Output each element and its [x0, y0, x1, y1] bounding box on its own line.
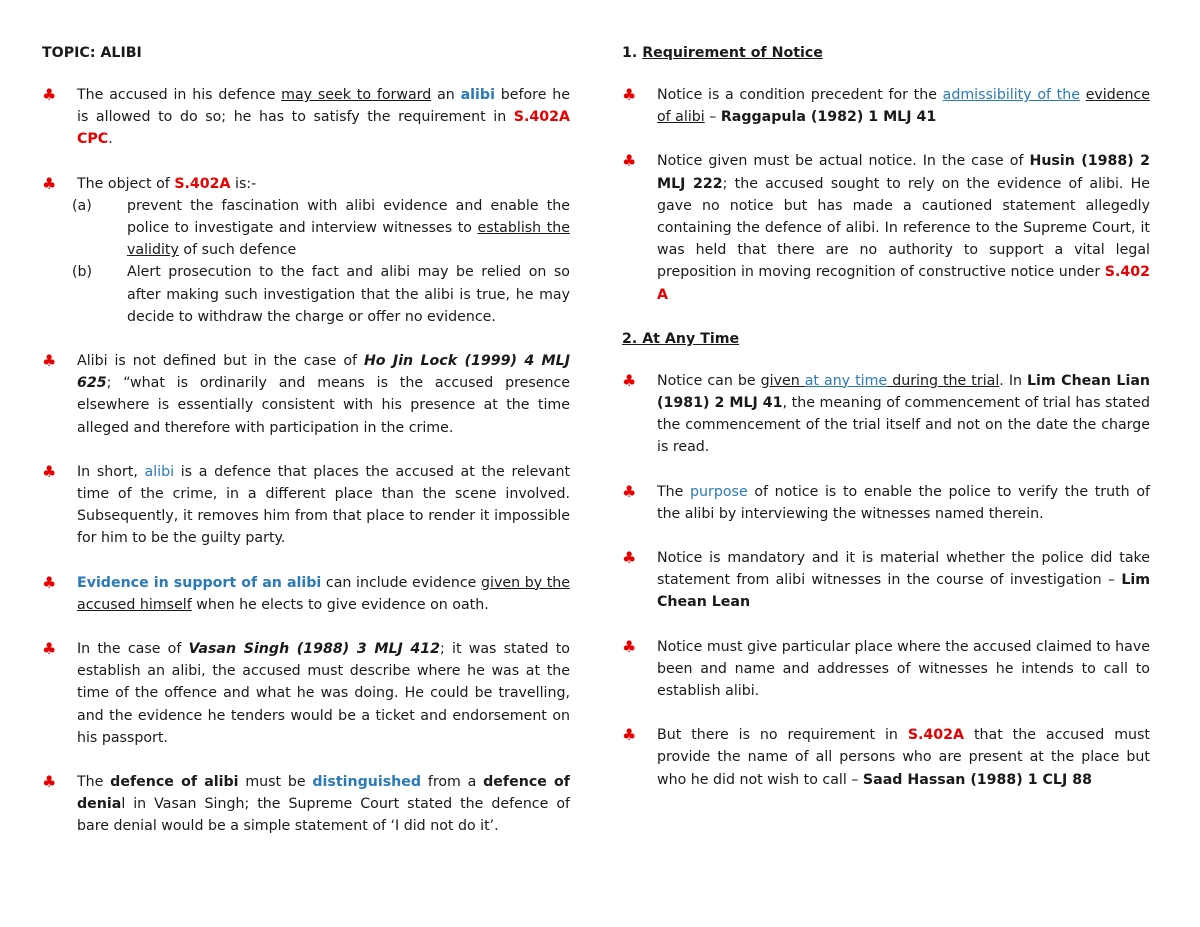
section-heading-requirement-of-notice: 1. Requirement of Notice — [622, 45, 823, 61]
section-heading-at-any-time: 2. At Any Time — [622, 330, 740, 347]
sub-list — [72, 195, 570, 328]
bullet-item: ♣ The accused in his defence may seek to forward an alibi before he is allowed to do so; he has to satisfy the requirement in S.402A CPC. — [42, 85, 570, 148]
club-bullet-icon: ♣ — [42, 772, 57, 792]
club-bullet-icon: ♣ — [42, 85, 57, 104]
bullet-item: ♣ Alibi is not defined but in the case of Ho Jin Lock (1999) 4 MLJ 625; “what is ordinarily and means is the accused presence elsewhere is essentially consistent with his presence at the time alleged and therefore with participation in the crime. — [42, 351, 570, 436]
club-bullet-icon: ♣ — [622, 151, 637, 171]
bullet-item: ♣ The defence of alibi must be distinguished from a defence of denial in Vasan Singh; the Supreme Court stated the defence of bare denial would be a simple statement of ‘I did not do it’. — [42, 772, 570, 835]
club-bullet-icon: ♣ — [622, 548, 637, 568]
left-column — [42, 42, 570, 860]
club-bullet-icon: ♣ — [42, 173, 57, 193]
bullet-item: ♣ In short, alibi is a defence that places the accused at the relevant time of the crime, in a different place than the scene involved. Subsequently, it removes him from that place to render it impossible for him to be the guilty party. — [42, 461, 571, 547]
bullet-item: ♣ The object of S.402A is:- (a) prevent the fascination with alibi evidence and enable the police to investigate and interview witnesses to establish the validity of such defence (b) Alert prosecution to the fact and alibi may be relied on so after making such investigation that the alibi is true, he may decide to withdraw the charge or offer no evidence. — [42, 173, 570, 328]
bullet-item: ♣ Evidence in support of an alibi can include evidence given by the accused himself when he elects to give evidence on oath. — [42, 572, 571, 613]
club-bullet-icon: ♣ — [622, 370, 637, 390]
club-bullet-icon: ♣ — [42, 461, 57, 481]
topic-title: TOPIC: ALIBI — [42, 45, 142, 61]
bullet-item: ♣ Notice can be given at any time during the trial. In Lim Chean Lian (1981) 2 MLJ 41, the meaning of commencement of trial has stated the commencement of the trial itself and not on the date the charge is read. — [622, 370, 1150, 456]
bullet-item: ♣ The purpose of notice is to enable the police to verify the truth of the alibi by interviewing the witnesses named therein. — [622, 481, 1150, 522]
club-bullet-icon: ♣ — [622, 725, 637, 745]
bullet-item: ♣ Notice must give particular place where the accused claimed to have been and name and addresses of witnesses he intends to call to establish alibi. — [622, 636, 1150, 700]
club-bullet-icon: ♣ — [42, 572, 57, 592]
bullet-item: ♣ Notice is a condition precedent for the admissibility of the evidence of alibi – Raggapula (1982) 1 MLJ 41 — [622, 85, 1151, 126]
right-column — [622, 42, 1150, 813]
sub-item: (b) Alert prosecution to the fact and alibi may be relied on so after making such investigation that the alibi is true, he may decide to withdraw the charge or offer no evidence. — [72, 264, 570, 325]
bullet-item: ♣ In the case of Vasan Singh (1988) 3 MLJ 412; it was stated to establish an alibi, the accused must describe where he was at the time of the offence and what he was doing. He could be travelling, and the evidence he tenders would be a ticket and endorsement on his passport. — [42, 639, 570, 746]
sub-item: (a) prevent the fascination with alibi evidence and enable the police to investigate and interview witnesses to establish the validity of such defence — [72, 197, 570, 259]
club-bullet-icon: ♣ — [622, 636, 637, 656]
bullet-item: ♣ But there is no requirement in S.402A that the accused must provide the name of all persons who are present at the place but who he did not wish to call – Saad Hassan (1988) 1 CLJ 88 — [622, 725, 1150, 788]
bullet-item: ♣ Notice given must be actual notice. In the case of Husin (1988) 2 MLJ 222; the accused sought to rely on the evidence of alibi. He gave no notice but has made a cautioned statement allegedly containing the defence of alibi. In reference to the Supreme Court, it was held that there are no authority to support a vital legal preposition in moving recognition of constructive notice under S.402 A — [622, 151, 1151, 303]
club-bullet-icon: ♣ — [42, 639, 57, 659]
club-bullet-icon: ♣ — [42, 351, 57, 371]
bullet-item: ♣ Notice is mandatory and it is material whether the police did take statement from alibi witnesses in the course of investigation – Lim Chean Lean — [622, 548, 1150, 611]
club-bullet-icon: ♣ — [622, 481, 637, 501]
club-bullet-icon: ♣ — [622, 85, 637, 104]
